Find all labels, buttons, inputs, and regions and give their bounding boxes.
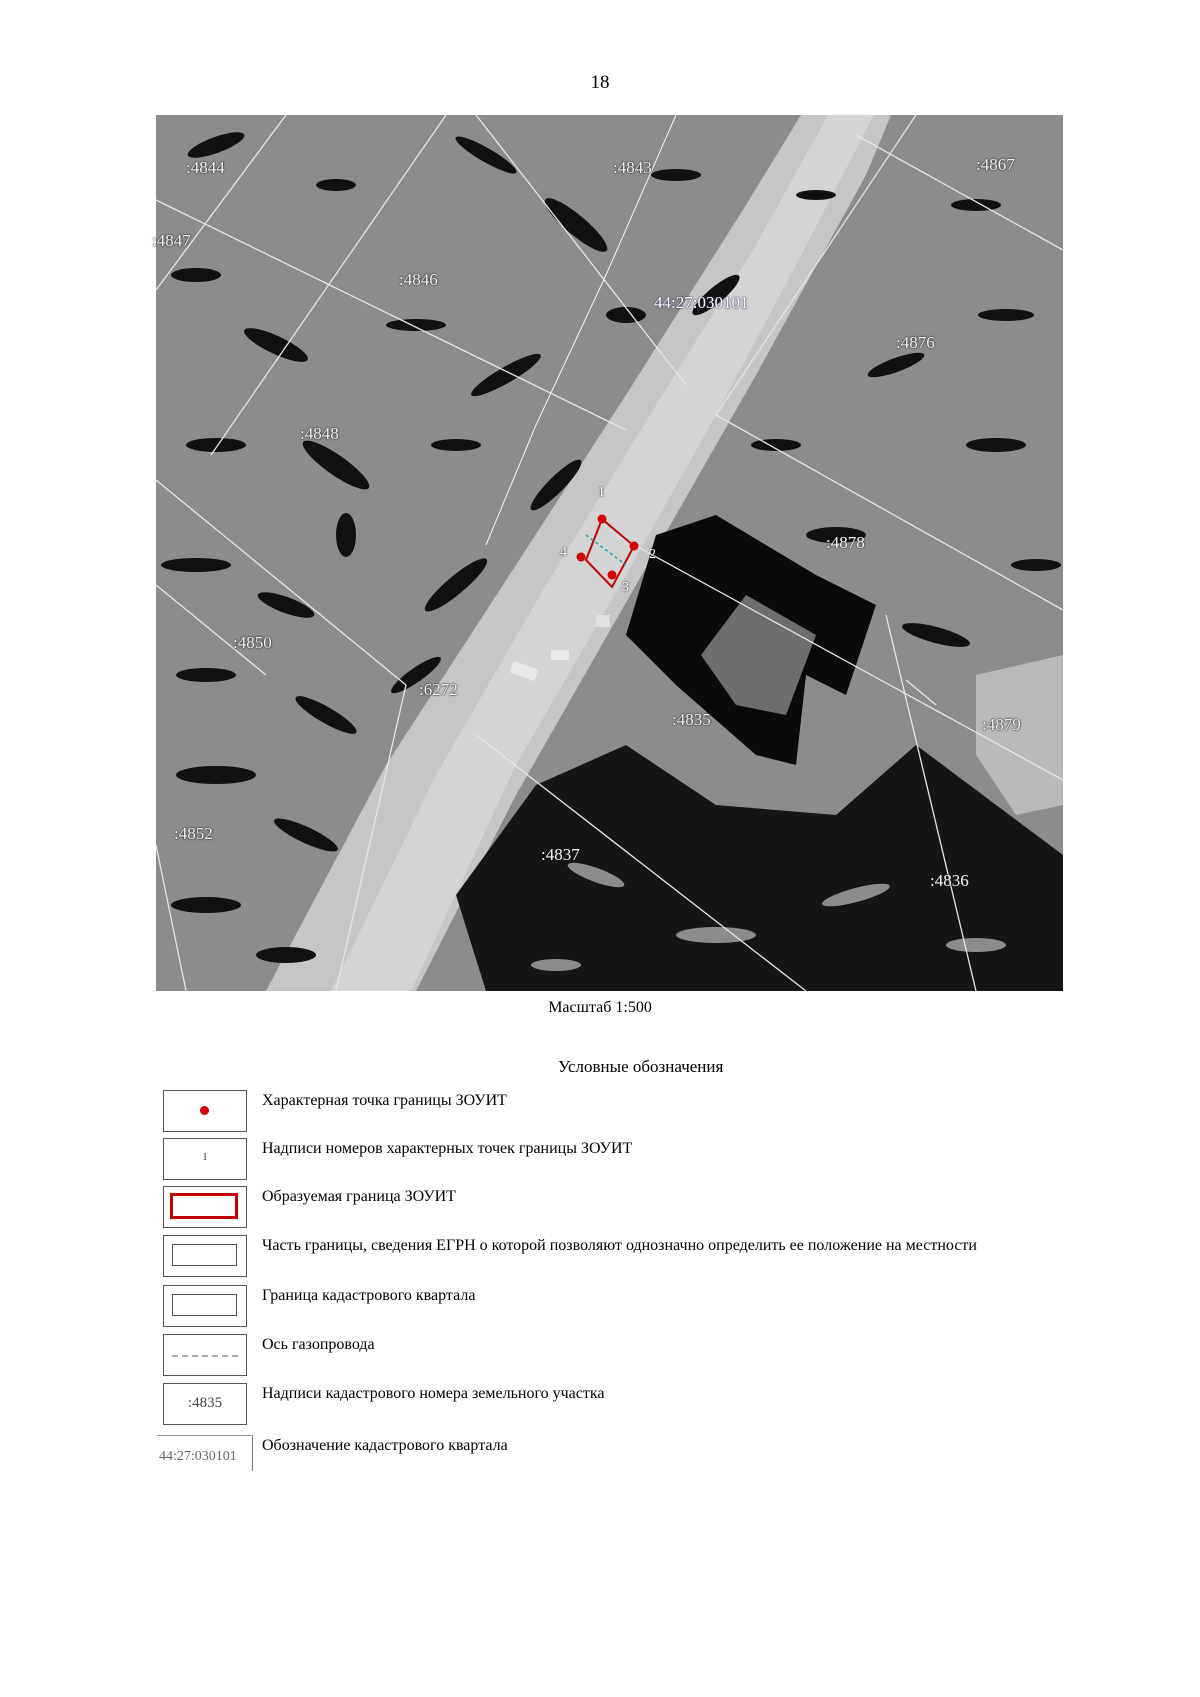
legend-text: Характерная точка границы ЗОУИТ — [262, 1092, 507, 1109]
legend-text: Часть границы, сведения ЕГРН о которой позволяют однозначно определить ее положение на местности — [262, 1237, 977, 1254]
legend-text: Ось газопровода — [262, 1336, 375, 1353]
parcel-label: :4850 — [233, 633, 272, 652]
cadastral-quarter-label: 44:27:030101 — [654, 293, 749, 312]
parcel-label: :4867 — [976, 155, 1015, 174]
zouit-point-2 — [630, 542, 639, 551]
parcel-label: :4837 — [541, 845, 580, 864]
legend-swatch — [163, 1334, 247, 1376]
legend-sample-text: 1 — [202, 1152, 208, 1163]
parcel-label: :4852 — [174, 824, 213, 843]
parcel-label: :4878 — [826, 533, 865, 552]
parcel-label: :4846 — [399, 270, 438, 289]
legend-sample-text: 44:27:030101 — [159, 1449, 237, 1464]
map-scale: Масштаб 1:500 — [548, 999, 652, 1016]
parcel-label: :6272 — [419, 680, 458, 699]
legend-sample-text: :4835 — [187, 1395, 223, 1411]
legend-swatch — [163, 1090, 247, 1132]
zouit-point-label: 3 — [622, 580, 629, 595]
parcel-label: :4879 — [982, 715, 1021, 734]
legend-title: Условные обозначения — [558, 1057, 724, 1076]
legend-swatch — [163, 1138, 247, 1180]
zouit-point-1 — [598, 515, 607, 524]
building-light-3 — [596, 615, 610, 627]
legend-text: Обозначение кадастрового квартала — [262, 1437, 508, 1454]
parcel-label: :4843 — [613, 158, 652, 177]
page-number: 18 — [590, 72, 610, 93]
red-rectangle-icon — [170, 1193, 238, 1219]
zouit-point-4 — [577, 553, 586, 562]
legend-swatch — [163, 1235, 247, 1277]
zouit-point-label: 2 — [649, 547, 656, 562]
zouit-point-label: 4 — [560, 545, 567, 560]
zouit-point-label: 1 — [598, 485, 605, 500]
legend-text: Надписи кадастрового номера земельного участка — [262, 1385, 605, 1402]
grey-rectangle-icon — [172, 1244, 237, 1266]
legend-text: Образуемая граница ЗОУИТ — [262, 1188, 456, 1205]
parcel-label: :4836 — [930, 871, 969, 890]
parcel-label: :4844 — [186, 158, 225, 177]
legend-swatch — [163, 1383, 247, 1425]
legend-swatch — [163, 1186, 247, 1228]
legend-text: Надписи номеров характерных точек границы ЗОУИТ — [262, 1140, 633, 1157]
legend-swatch — [157, 1435, 253, 1471]
legend-text: Граница кадастрового квартала — [262, 1287, 476, 1304]
parcel-label: :4876 — [896, 333, 935, 352]
zouit-point-3 — [608, 571, 617, 580]
grey-rectangle-icon — [172, 1294, 237, 1316]
cadastral-map — [152, 115, 1063, 991]
parcel-label: :4847 — [152, 231, 191, 250]
legend-swatch — [163, 1285, 247, 1327]
map-drawing — [156, 115, 1063, 991]
parcel-label: :4848 — [300, 424, 339, 443]
building-light-2 — [551, 650, 569, 660]
parcel-label: :4835 — [672, 710, 711, 729]
dashed-line-icon — [172, 1355, 238, 1357]
red-dot-icon — [200, 1106, 209, 1115]
